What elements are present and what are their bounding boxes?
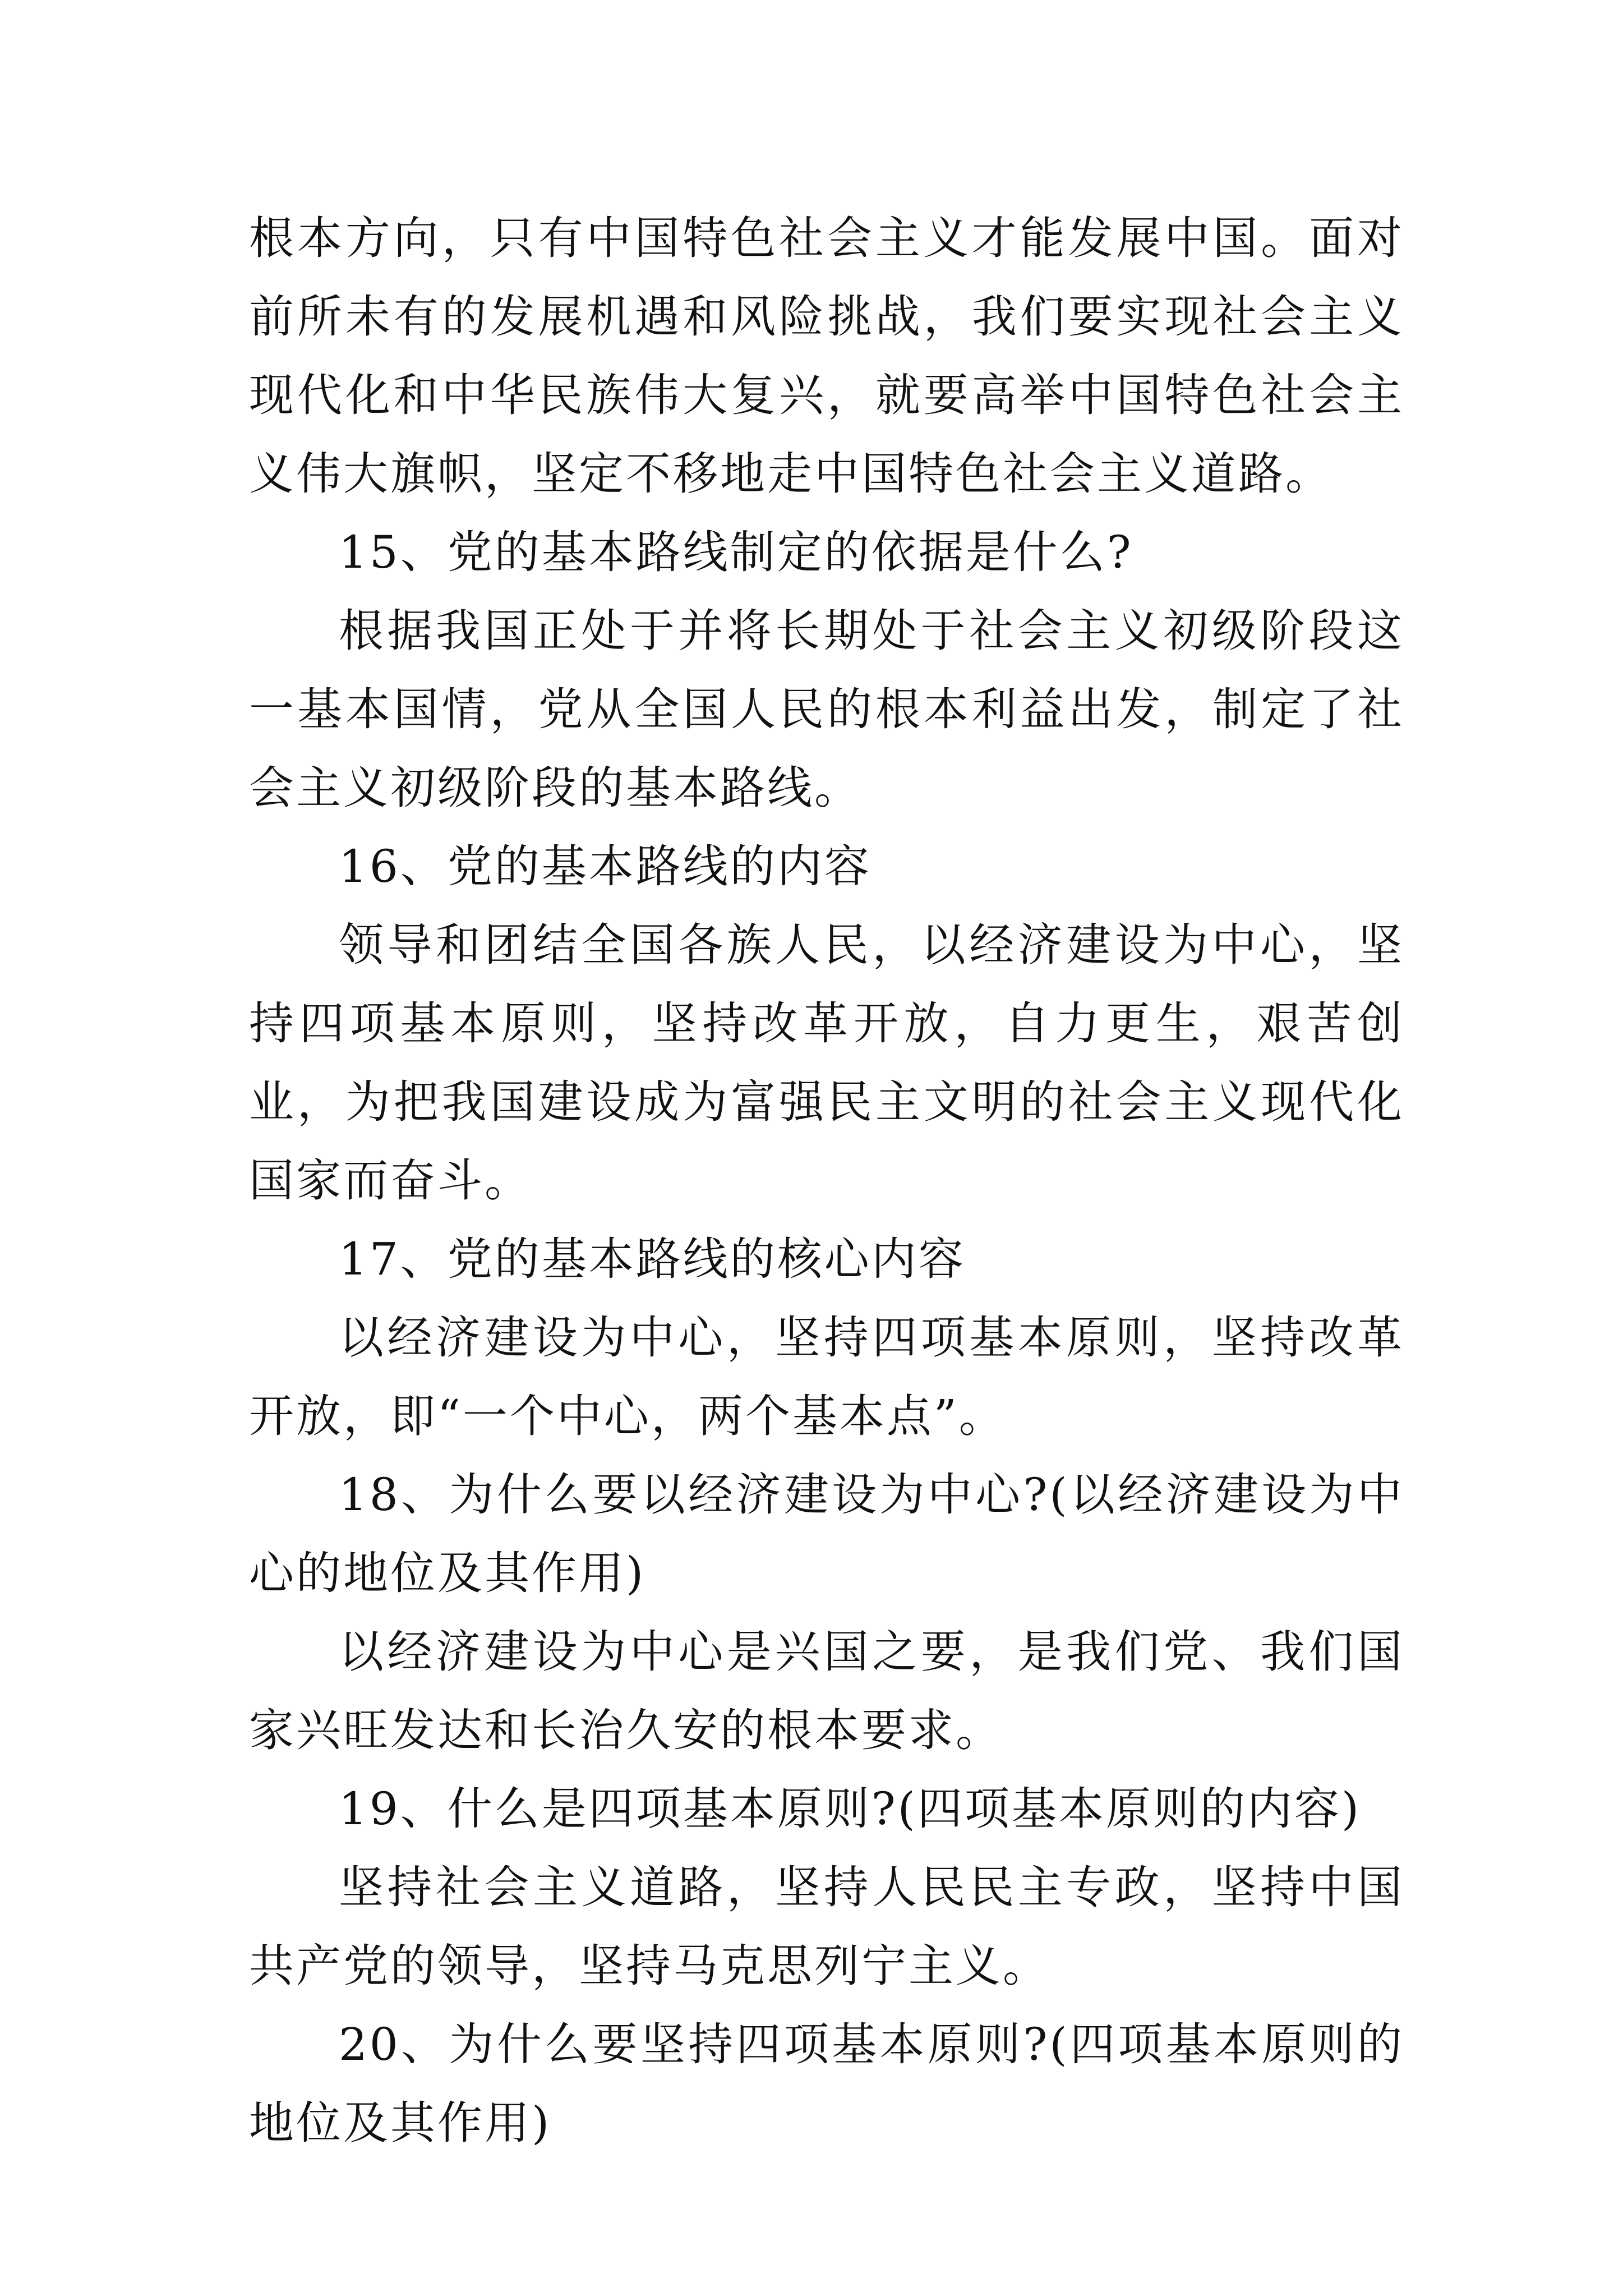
document-body <box>249 199 1404 2162</box>
question-16: 16、党的基本路线的内容 <box>339 840 872 892</box>
question-17: 17、党的基本路线的核心内容 <box>339 1233 966 1285</box>
question-20: 20、为什么要坚持四项基本原则?(四项基本原则的地位及其作用) <box>249 2018 1404 2149</box>
question-19: 19、什么是四项基本原则?(四项基本原则的内容) <box>339 1783 1362 1835</box>
answer-15: 根据我国正处于并将长期处于社会主义初级阶段这一基本国情，党从全国人民的根本利益出发，制定了社会主义初级阶段的基本路线。 <box>249 605 1404 814</box>
question-18: 18、为什么要以经济建设为中心?(以经济建设为中心的地位及其作用) <box>249 1469 1404 1599</box>
question-15: 15、党的基本路线制定的依据是什么? <box>339 526 1133 578</box>
answer-16: 领导和团结全国各族人民，以经济建设为中心，坚持四项基本原则，坚持改革开放，自力更生，艰苦创业，为把我国建设成为富强民主文明的社会主义现代化国家而奋斗。 <box>249 919 1404 1207</box>
paragraph-continuation: 根本方向，只有中国特色社会主义才能发展中国。面对前所未有的发展机遇和风险挑战，我们要实现社会主义现代化和中华民族伟大复兴，就要高举中国特色社会主义伟大旗帜，坚定不移地走中国特色社会主义道路。 <box>249 212 1404 500</box>
answer-18: 以经济建设为中心是兴国之要，是我们党、我们国家兴旺发达和长治久安的根本要求。 <box>249 1626 1404 1756</box>
answer-17: 以经济建设为中心，坚持四项基本原则，坚持改革开放，即“一个中心，两个基本点”。 <box>249 1312 1404 1442</box>
answer-19: 坚持社会主义道路，坚持人民民主专政，坚持中国共产党的领导，坚持马克思列宁主义。 <box>249 1861 1404 1992</box>
